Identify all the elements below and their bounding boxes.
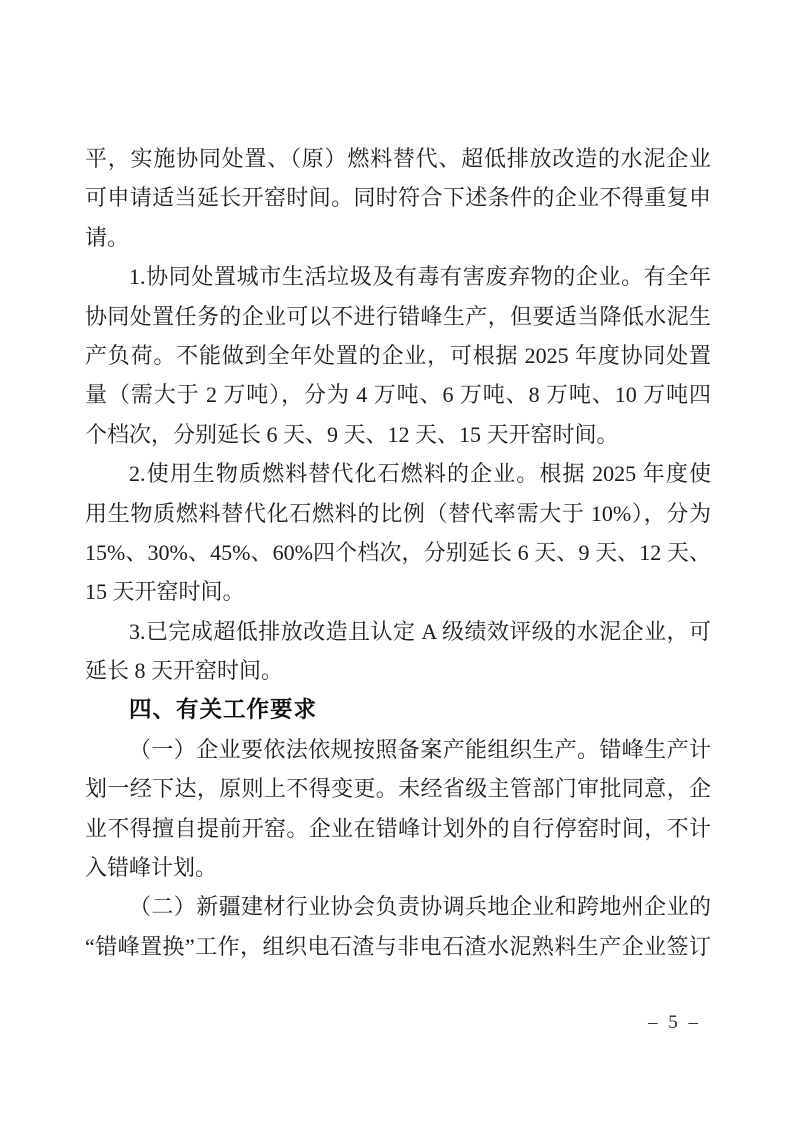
paragraph	[85, 139, 711, 257]
text-line: 2.使用生物质燃料替代化石燃料的企业。根据 2025 年度使	[129, 461, 711, 487]
text-line: 用生物质燃料替代化石燃料的比例（替代率需大于 10%），分为	[85, 500, 711, 526]
text-line: 延长 8 天开窑时间。	[85, 658, 284, 684]
text-line: （二）新疆建材行业协会负责协调兵地企业和跨地州企业的	[129, 894, 711, 920]
text-line: 产负荷。不能做到全年处置的企业，可根据 2025 年度协同处置	[85, 342, 711, 368]
section-heading	[85, 690, 711, 729]
paragraph	[85, 730, 711, 888]
text-line: 协同处置任务的企业可以不进行错峰生产，但要适当降低水泥生	[85, 303, 711, 329]
text-line: 可申请适当延长开窑时间。同时符合下述条件的企业不得重复申	[85, 185, 711, 211]
text-line: 3.已完成超低排放改造且认定 A 级绩效评级的水泥企业，可	[129, 618, 711, 644]
text-line: 量（需大于 2 万吨），分为 4 万吨、6 万吨、8 万吨、10 万吨四	[85, 382, 711, 408]
paragraph	[85, 257, 711, 454]
paragraph	[85, 887, 711, 966]
text-line: 划一经下达，原则上不得变更。未经省级主管部门审批同意，企	[85, 776, 711, 802]
text-line: “错峰置换”工作，组织电石渣与非电石渣水泥熟料生产企业签订	[85, 933, 711, 959]
document-body	[85, 139, 711, 966]
text-line: 平，实施协同处置、（原）燃料替代、超低排放改造的水泥企业	[85, 146, 711, 171]
paragraph	[85, 612, 711, 691]
text-line: （一）企业要依法依规按照备案产能组织生产。错峰生产计	[129, 736, 711, 762]
text-line: 15%、30%、45%、60%四个档次，分别延长 6 天、9 天、12 天、	[85, 539, 711, 565]
text-line: 业不得擅自提前开窑。企业在错峰计划外的自行停窑时间，不计	[85, 815, 711, 841]
text-line: 入错峰计划。	[85, 855, 218, 881]
page-number: – 5 –	[648, 1012, 701, 1033]
paragraph	[85, 454, 711, 612]
text-line: 个档次，分别延长 6 天、9 天、12 天、15 天开窑时间。	[85, 421, 619, 447]
text-line: 15 天开窑时间。	[85, 579, 245, 605]
text-line: 四、有关工作要求	[129, 697, 318, 723]
text-line: 请。	[85, 224, 130, 250]
text-line: 1.协同处置城市生活垃圾及有毒有害废弃物的企业。有全年	[129, 264, 711, 290]
